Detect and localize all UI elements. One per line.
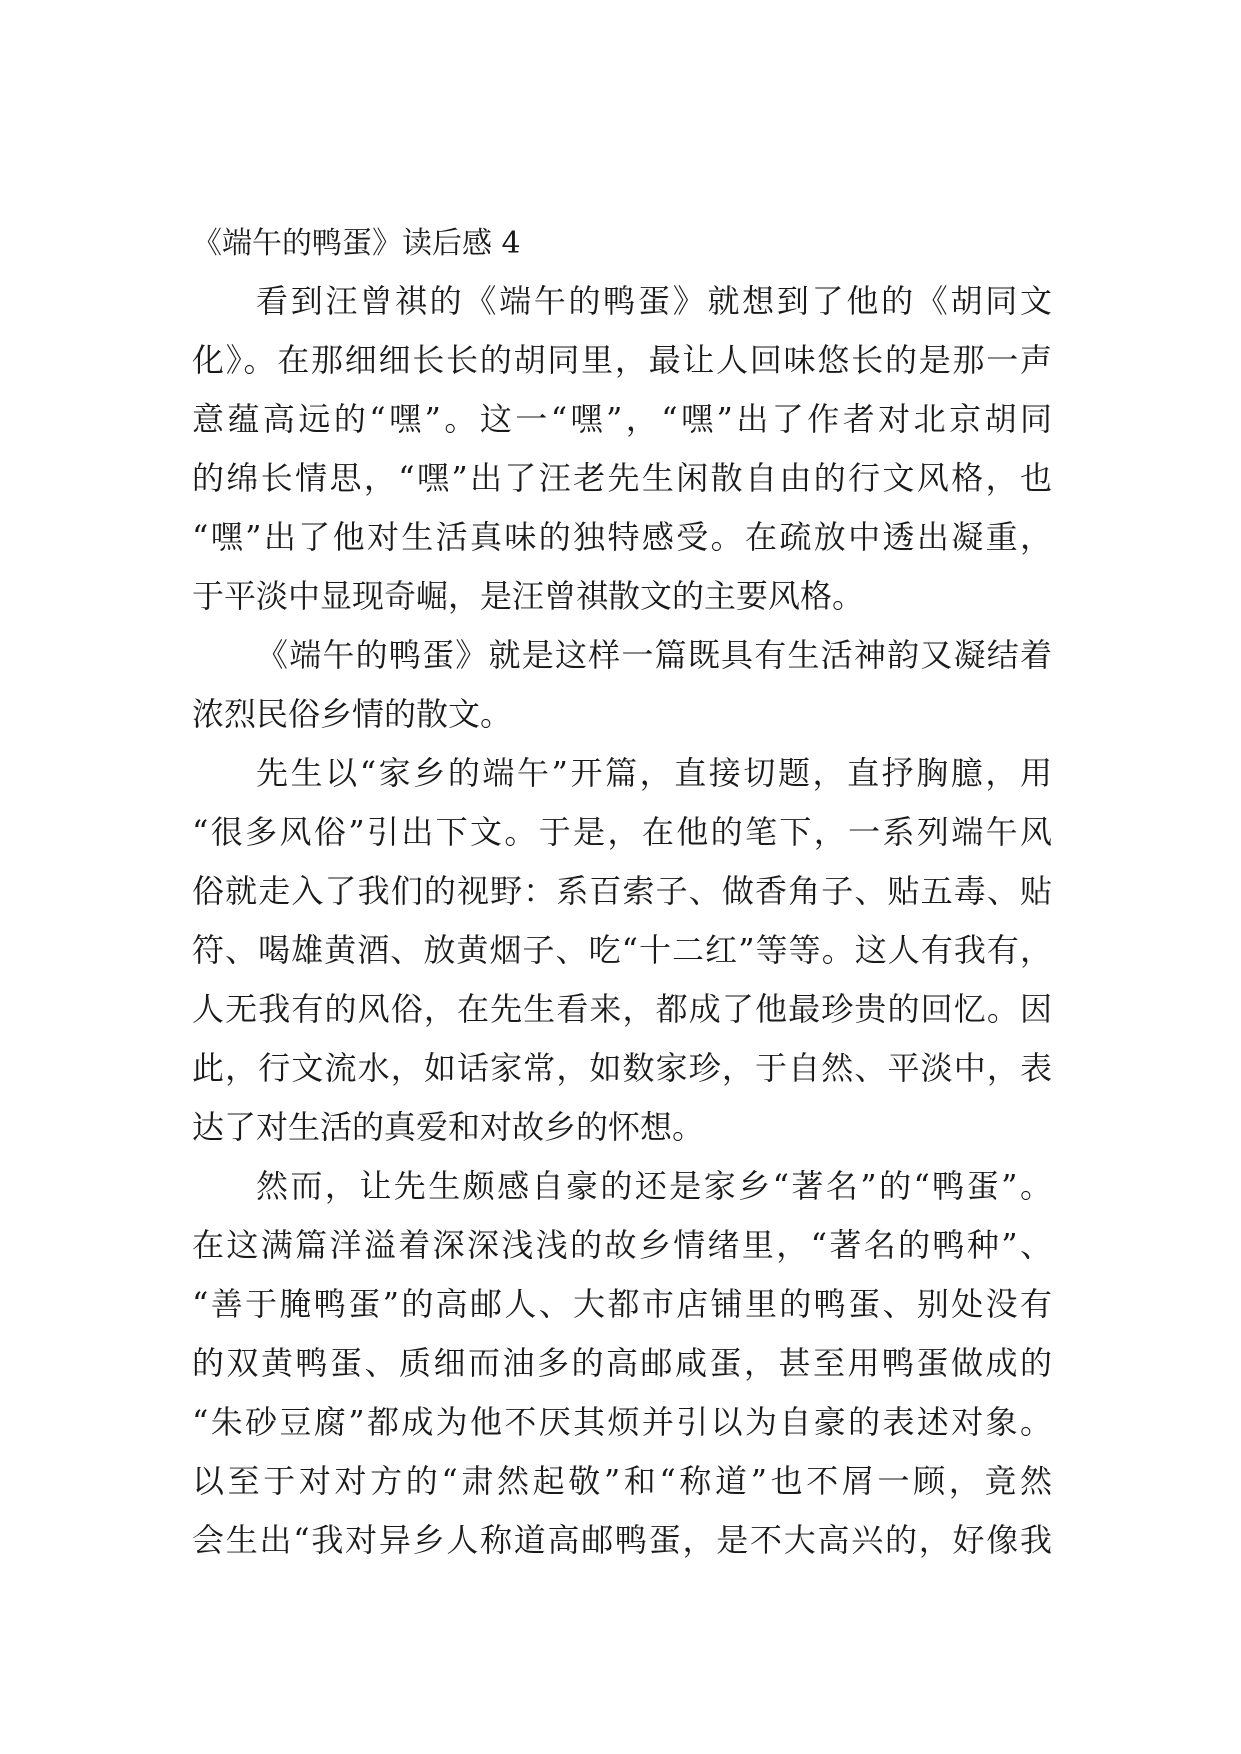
paragraph-line: 浓烈民俗乡情的散文。	[192, 695, 513, 733]
paragraph-line: 意蕴高远的“嘿”。这一“嘿”，“嘿”出了作者对北京胡同	[192, 400, 1052, 438]
document-title: 《端午的鸭蛋》读后感 4	[192, 226, 521, 261]
paragraph-line: 会生出“我对异乡人称道高邮鸭蛋，是不大高兴的，好像我	[192, 1521, 1052, 1559]
paragraph-line: “善于腌鸭蛋”的高邮人、大都市店铺里的鸭蛋、别处没有	[192, 1285, 1052, 1323]
paragraph-line: 看到汪曾祺的《端午的鸭蛋》就想到了他的《胡同文	[256, 282, 1052, 320]
paragraph-line: 俗就走入了我们的视野：系百索子、做香角子、贴五毒、贴	[192, 872, 1052, 910]
paragraph-line: 然而，让先生颇感自豪的还是家乡“著名”的“鸭蛋”。	[256, 1167, 1052, 1205]
paragraph-line: 人无我有的风俗，在先生看来，都成了他最珍贵的回忆。因	[192, 990, 1052, 1028]
paragraph-line: “朱砂豆腐”都成为他不厌其烦并引以为自豪的表述对象。	[192, 1403, 1052, 1441]
paragraph-line: 此，行文流水，如话家常，如数家珍，于自然、平淡中，表	[192, 1049, 1052, 1087]
paragraph-line: 的双黄鸭蛋、质细而油多的高邮咸蛋，甚至用鸭蛋做成的	[192, 1344, 1052, 1382]
paragraph-line: “很多风俗”引出下文。于是，在他的笔下，一系列端午风	[192, 813, 1052, 851]
paragraph-line: 在这满篇洋溢着深深浅浅的故乡情绪里，“著名的鸭种”、	[192, 1226, 1052, 1264]
paragraph-line: 化》。在那细细长长的胡同里，最让人回味悠长的是那一声	[192, 341, 1052, 379]
paragraph-line: 先生以“家乡的端午”开篇，直接切题，直抒胸臆，用	[256, 754, 1052, 792]
paragraph-line: 达了对生活的真爱和对故乡的怀想。	[192, 1108, 705, 1146]
paragraph-line: 的绵长情思，“嘿”出了汪老先生闲散自由的行文风格，也	[192, 459, 1052, 497]
paragraph-line: 《端午的鸭蛋》就是这样一篇既具有生活神韵又凝结着	[256, 636, 1052, 674]
paragraph-line: “嘿”出了他对生活真味的独特感受。在疏放中透出凝重，	[192, 518, 1052, 556]
paragraph-line: 符、喝雄黄酒、放黄烟子、吃“十二红”等等。这人有我有，	[192, 931, 1052, 969]
paragraph-line: 于平淡中显现奇崛，是汪曾祺散文的主要风格。	[192, 577, 865, 615]
paragraph-line: 以至于对对方的“肃然起敬”和“称道”也不屑一顾，竟然	[192, 1462, 1052, 1500]
